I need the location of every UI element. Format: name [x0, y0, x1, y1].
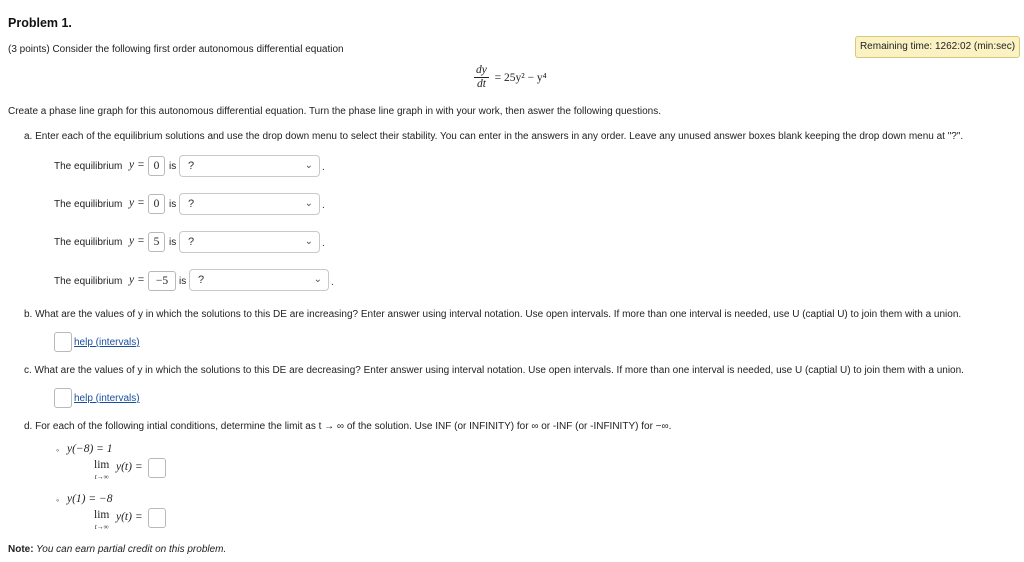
equilibrium-label: The equilibrium	[54, 161, 123, 172]
instructions: Create a phase line graph for this autonomous differential equation. Turn the phase line graph in with your work, then aswer the following questions.	[8, 106, 661, 117]
chevron-down-icon: ⌄	[304, 198, 313, 209]
stability-select-3[interactable]	[179, 231, 320, 253]
problem-title: Problem 1.	[8, 16, 72, 30]
problem-intro: (3 points) Consider the following first order autonomous differential equation	[8, 44, 344, 55]
part-a-text: a. Enter each of the equilibrium solutions and use the drop down menu to select their stability. You can enter in the answers in any order. Leave any unused answer boxes blank keeping the drop down menu at "?".	[24, 131, 964, 142]
stability-select-value: ?	[188, 198, 195, 210]
equation-denominator: dt	[476, 78, 486, 90]
equation-numerator: dy	[476, 64, 487, 76]
lim-subscript: t→∞	[94, 472, 109, 481]
limit-expression: y(t) =	[116, 461, 143, 473]
note-label: Note:	[8, 544, 34, 555]
stability-select-1[interactable]	[179, 155, 320, 177]
list-bullet: ◦	[56, 495, 60, 505]
equation-rhs: = 25y² − y⁴	[494, 71, 547, 84]
period: .	[322, 162, 325, 173]
period: .	[322, 238, 325, 249]
initial-condition-1: y(−8) = 1	[67, 443, 113, 455]
period: .	[322, 200, 325, 211]
part-c-text: c. What are the values of y in which the solutions to this DE are decreasing? Enter answer using interval notation. Use open intervals. If more than one interval is needed, use U (captial U) to join them with a union.	[24, 365, 964, 376]
help-intervals-link[interactable]: help (intervals)	[74, 337, 140, 348]
equilibrium-label: The equilibrium	[54, 276, 123, 287]
chevron-down-icon: ⌄	[304, 236, 313, 247]
note	[8, 544, 226, 555]
limit-operator	[94, 460, 109, 481]
limit-input-1[interactable]	[148, 458, 166, 478]
limit-operator	[94, 510, 109, 531]
stability-select-value: ?	[198, 274, 205, 286]
chevron-down-icon: ⌄	[304, 160, 313, 171]
part-b-text: b. What are the values of y in which the solutions to this DE are increasing? Enter answer using interval notation. Use open intervals. If more than one interval is needed, use U (captial U) to join them with a union.	[24, 309, 962, 320]
is-label: is	[169, 199, 177, 210]
lim-text: lim	[94, 509, 110, 521]
stability-select-value: ?	[188, 160, 195, 172]
note-text: You can earn partial credit on this problem.	[33, 544, 227, 555]
part-d-text: d. For each of the following intial conditions, determine the limit as t → ∞ of the solution. Use INF (or INFINITY) for ∞ or -INF (or -INFINITY) for −∞.	[24, 421, 672, 432]
is-label: is	[179, 276, 187, 287]
chevron-down-icon: ⌄	[313, 274, 322, 285]
equilibrium-input-3[interactable]: 5	[148, 232, 165, 252]
decreasing-interval-input[interactable]	[54, 388, 72, 408]
limit-input-2[interactable]	[148, 508, 166, 528]
equilibrium-var: y =	[129, 274, 145, 286]
equilibrium-var: y =	[129, 159, 145, 171]
equilibrium-label: The equilibrium	[54, 237, 123, 248]
stability-select-2[interactable]	[179, 193, 320, 215]
equilibrium-input-2[interactable]: 0	[148, 194, 165, 214]
period: .	[331, 277, 334, 288]
increasing-interval-input[interactable]	[54, 332, 72, 352]
equilibrium-label: The equilibrium	[54, 199, 123, 210]
help-intervals-link[interactable]: help (intervals)	[74, 393, 140, 404]
is-label: is	[169, 161, 177, 172]
equilibrium-var: y =	[129, 197, 145, 209]
stability-select-4[interactable]	[189, 269, 329, 291]
equilibrium-var: y =	[129, 235, 145, 247]
initial-condition-2: y(1) = −8	[67, 493, 113, 505]
lim-subscript: t→∞	[94, 522, 109, 531]
stability-select-value: ?	[188, 236, 195, 248]
equilibrium-input-4[interactable]: −5	[148, 271, 176, 291]
equilibrium-input-1[interactable]: 0	[148, 156, 165, 176]
differential-equation	[474, 64, 547, 91]
list-bullet: ◦	[56, 445, 60, 455]
lim-text: lim	[94, 459, 110, 471]
limit-expression: y(t) =	[116, 511, 143, 523]
remaining-time-badge: Remaining time: 1262:02 (min:sec)	[855, 36, 1020, 58]
is-label: is	[169, 237, 177, 248]
